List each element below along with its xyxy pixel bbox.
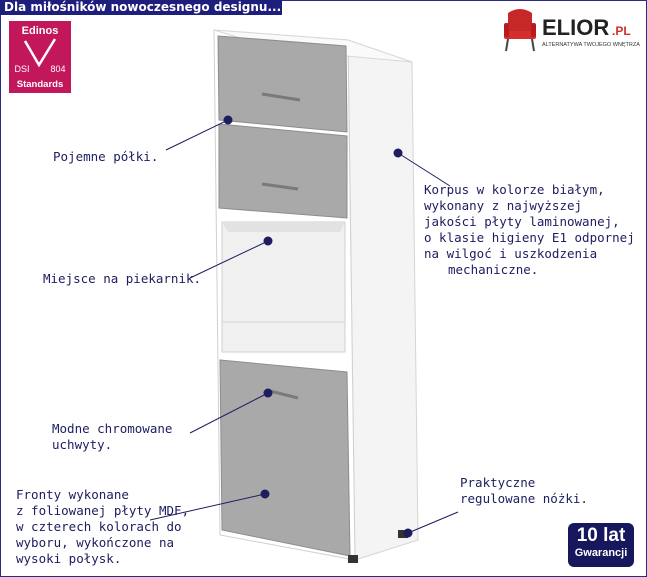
warranty-label: Gwarancji [574,547,628,559]
warranty-badge [568,523,634,567]
callout-oven-space: Miejsce na piekarnik. [43,271,202,286]
callout-body: Korpus w kolorze białym, wykonany z najwyższej jakości płyty laminowanej, o klasie higieny E1 odpornej na wilgoć i uszkodzenia mechaniczne. [424,182,635,277]
drawer-front-upper [218,36,347,132]
badge-left: DSI [14,64,30,74]
oven-niche [222,222,345,352]
leg-front [348,555,358,563]
badge-bottom: Standards [16,79,64,90]
logo-suffix: .PL [612,24,631,38]
callout-shelves: Pojemne półki. [53,149,159,164]
tagline-bar: Dla miłośników nowoczesnego designu... [0,0,282,15]
badge-right: 804 [50,64,66,74]
callout-handles: Modne chromowane uchwyty. [52,421,173,452]
badge-brand: Edinos [21,25,59,37]
warranty-years: 10 lat [576,525,626,546]
callout-legs: Praktyczne regulowane nóżki. [460,475,588,506]
logo-subtitle: ALTERNATYWA TWOJEGO WNĘTRZA [542,42,640,48]
callout-fronts: Fronty wykonane z foliowanej płyty MDF, w czterech kolorach do wyboru, wykończone na wysoki połysk. [16,487,190,566]
door-front [220,360,350,556]
drawer-front-lower [219,124,347,218]
logo-name: ELIOR [542,15,610,40]
